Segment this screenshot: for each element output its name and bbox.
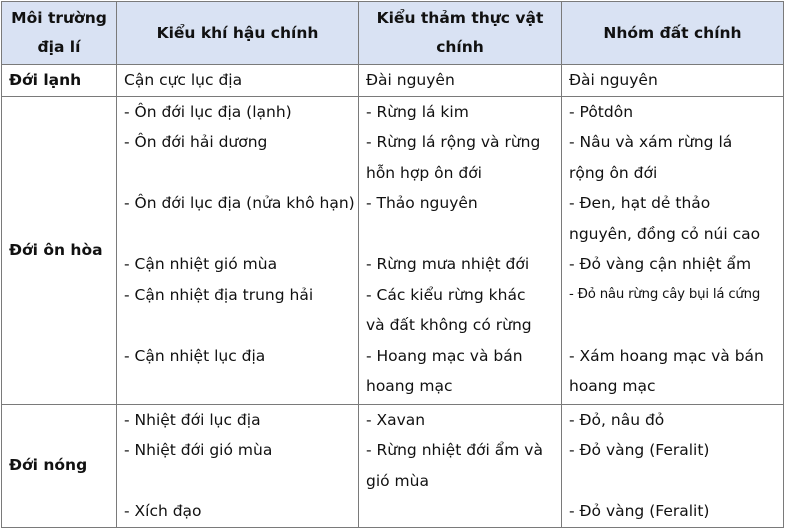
table-row <box>2 65 784 97</box>
cell-line: - Đỏ nâu rừng cây bụi lá cứng <box>569 286 761 302</box>
cell-line <box>569 310 783 341</box>
vegetation-cell <box>359 404 562 527</box>
cell-line: - Thảo nguyên <box>366 194 478 212</box>
cell-line: - Xám hoang mạc và bán <box>569 346 764 365</box>
cell-line: Đài nguyên <box>366 71 455 89</box>
table-row <box>2 404 784 527</box>
geography-table <box>1 1 784 528</box>
soil-cell <box>562 65 784 97</box>
climate-cell <box>117 96 359 404</box>
cell-line: - Các kiểu rừng khác <box>366 285 526 304</box>
cell-line: - Đỏ vàng (Feralit) <box>569 502 710 520</box>
header-row <box>2 2 784 65</box>
cell-line: - Cận nhiệt lục địa <box>124 346 266 365</box>
env-cell: Đới ôn hòa <box>2 96 117 404</box>
cell-line: Cận cực lục địa <box>124 71 243 89</box>
header-env: Môi trường địa lí <box>2 2 117 65</box>
cell-line: - Rừng lá kim <box>366 102 469 121</box>
cell-line: Đài nguyên <box>569 71 658 89</box>
cell-line: - Rừng nhiệt đới ẩm và <box>366 441 543 459</box>
cell-line: - Ôn đới hải dương <box>124 133 268 151</box>
vegetation-cell <box>359 65 562 97</box>
cell-line: - Rừng lá rộng và rừng <box>366 133 541 151</box>
cell-line: hoang mạc <box>366 377 453 395</box>
env-cell: Đới nóng <box>2 404 117 527</box>
cell-line: - Đỏ vàng (Feralit) <box>569 441 710 459</box>
cell-line <box>124 371 358 402</box>
cell-line: - Pôtdôn <box>569 102 634 121</box>
cell-line: - Ôn đới lục địa (nửa khô hạn) <box>124 194 355 212</box>
soil-cell <box>562 404 784 527</box>
cell-line <box>366 496 561 527</box>
cell-line <box>569 466 783 497</box>
cell-line: - Ôn đới lục địa (lạnh) <box>124 102 292 121</box>
soil-cell <box>562 96 784 404</box>
cell-line: gió mùa <box>366 471 429 490</box>
cell-line: - Đỏ vàng cận nhiệt ẩm <box>569 255 752 273</box>
cell-line: - Xavan <box>366 410 426 429</box>
cell-line <box>124 310 358 341</box>
cell-line: - Cận nhiệt địa trung hải <box>124 285 314 304</box>
cell-line: - Đỏ, nâu đỏ <box>569 410 665 429</box>
cell-line: hỗn hợp ôn đới <box>366 163 482 182</box>
cell-line: - Hoang mạc và bán <box>366 346 523 365</box>
env-cell: Đới lạnh <box>2 65 117 97</box>
vegetation-cell <box>359 96 562 404</box>
cell-line: - Nhiệt đới gió mùa <box>124 441 273 459</box>
climate-cell <box>117 404 359 527</box>
cell-line: và đất không có rừng <box>366 316 532 334</box>
climate-cell <box>117 65 359 97</box>
cell-line: - Cận nhiệt gió mùa <box>124 255 278 273</box>
cell-line: hoang mạc <box>569 377 656 395</box>
cell-line <box>366 219 561 250</box>
cell-line: - Nâu và xám rừng lá <box>569 133 733 151</box>
cell-line: - Đen, hạt dẻ thảo <box>569 194 711 212</box>
cell-line <box>124 158 358 189</box>
header-climate: Kiểu khí hậu chính <box>117 2 359 65</box>
cell-line <box>124 466 358 497</box>
cell-line: - Rừng mưa nhiệt đới <box>366 255 530 273</box>
cell-line: nguyên, đồng cỏ núi cao <box>569 224 761 243</box>
cell-line <box>124 219 358 250</box>
header-vegetation: Kiểu thảm thực vật chính <box>359 2 562 65</box>
header-soil: Nhóm đất chính <box>562 2 784 65</box>
table-row <box>2 96 784 404</box>
cell-line: rộng ôn đới <box>569 163 658 182</box>
cell-line: - Xích đạo <box>124 502 202 520</box>
cell-line: - Nhiệt đới lục địa <box>124 410 261 429</box>
